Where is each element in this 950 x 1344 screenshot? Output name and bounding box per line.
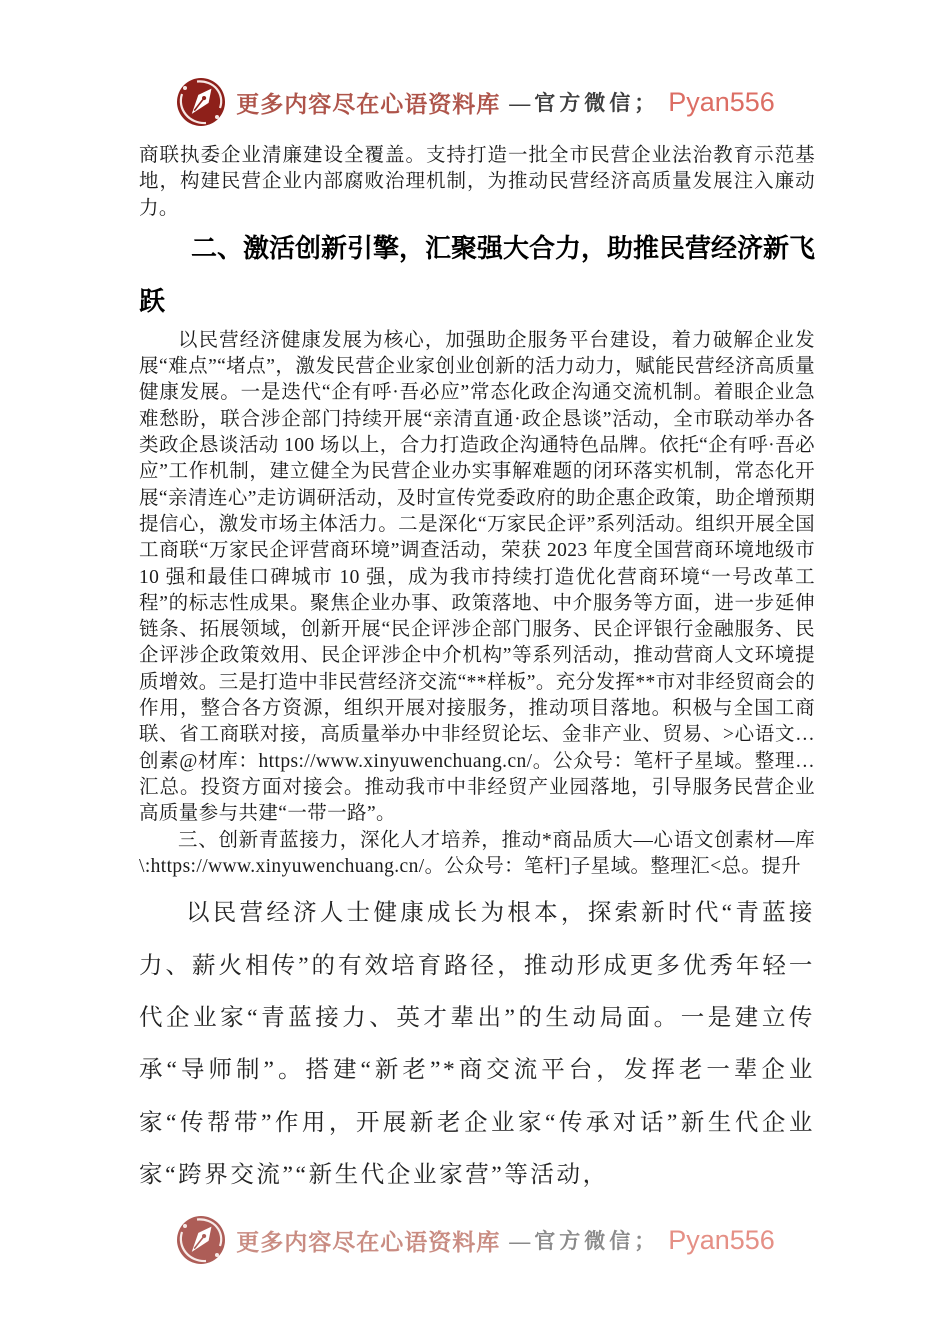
brand-text: 更多内容尽在心语资料库: [236, 91, 501, 117]
paragraph-three: 三、创新青蓝接力，深化人才培养，推动*商品质大—心语文创素材—库\:https://www.xinyuwenchuang.cn/。公众号：笔杆]子星域。整理汇<总。提升: [139, 829, 815, 877]
pen-nib-logo-icon: [175, 1214, 227, 1266]
section-heading: 二、激活创新引擎，汇聚强大合力，助推民营经济新飞跃: [139, 232, 816, 316]
paragraph-main: 以民营经济健康发展为核心，加强助企服务平台建设，着力破解企业发展“难点”“堵点”，激发民营企业家创业创新的活力动力，赋能民营经济高质量健康发展。一是迭代“企有呼·吾必应”常态化政企沟通交流机制。着眼企业急难愁盼，联合涉企部门持续开展“亲清直通·政企恳谈”活动，全市联动举办各类政企恳谈活动 100 场以上，合力打造政企沟通特色品牌。依托“企有呼·吾必应”工作机制，建立健全为民营企业办实事解难题的闭环落实机制，常态化开展“亲清连心”走访调研活动，及时宣传党委政府的助企惠企政策，助企增预期提信心，激发市场主体活力。二是深化“万家民企评”系列活动。组织开展全国工商联“万家民企评营商环境”调查活动，荣获 2023 年度全国营商环境地级市 10 强和最佳口碑城市 10 强，成为我市持续打造优化营商环境“一号改革工程”的标志性成果。聚焦企业办事、政策落地、中介服务等方面，进一步延伸链条、拓展领域，创新开展“民企评涉企部门服务、民企评银行金融服务、民企评涉企政策效用、民企评涉企中介机构”等系列活动，推动营商人文环境提质增效。三是打造中非民营经济交流“**样板”。充分发挥**市对非经贸商会的作用，整合各方资源，组织开展对接服务，推动项目落地。积极与全国工商联、省工商联对接，高质量举办中非经贸论坛、金非产业、贸易、>心语文…创素@材库：https://www.xinyuwenchuang.cn/。公众号：笔杆子星域。整理…汇总。投资方面对接会。推动我市中非经贸产业园落地，引导服务民营企业高质量参与共建“一带一路”。: [139, 329, 815, 825]
official-wechat-label: —官方微信；: [509, 91, 660, 115]
official-wechat-label: —官方微信；: [509, 1229, 660, 1253]
document-body: [139, 143, 815, 1202]
brand-text: 更多内容尽在心语资料库: [236, 1229, 501, 1255]
paragraph-large: 以民营经济人士健康成长为根本，探索新时代“青蓝接力、薪火相传”的有效培育路径，推动形成更多优秀年轻一代企业家“青蓝接力、英才辈出”的生动局面。一是建立传承“导师制”。搭建“新老”*商交流平台，发挥老一辈企业家“传帮带”作用，开展新老企业家“传承对话”新生代企业家“跨界交流”“新生代企业家营”等活动，: [139, 900, 815, 1189]
header-watermark: [0, 68, 950, 136]
paragraph-continuation: 商联执委企业清廉建设全覆盖。支持打造一批全市民营企业法治教育示范基地，构建民营企业内部腐败治理机制，为推动民营经济高质量发展注入廉动力。: [139, 145, 815, 219]
wechat-id: Pyan556: [668, 86, 775, 117]
footer-watermark: [0, 1192, 950, 1288]
pen-nib-logo-icon: [175, 76, 227, 128]
wechat-id: Pyan556: [668, 1224, 775, 1255]
